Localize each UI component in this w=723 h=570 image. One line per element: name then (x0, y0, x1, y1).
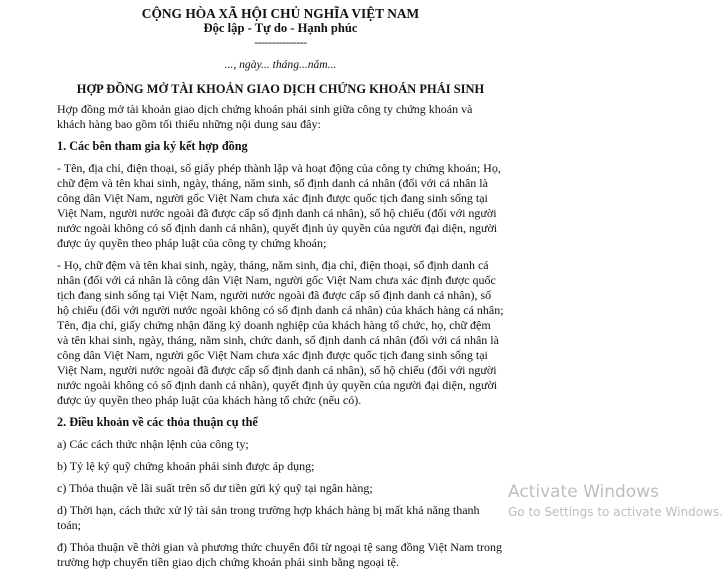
clause-c: c) Thỏa thuận về lãi suất trên số dư tiền gửi ký quỹ tại ngân hàng; (57, 481, 373, 495)
date-line: ..., ngày... tháng...năm... (224, 58, 337, 71)
activation-watermark-title: Activate Windows (508, 482, 659, 502)
section-1-paragraph-2: - Họ, chữ đệm và tên khai sinh, ngày, tháng, năm sinh, địa chỉ, điện thoại, số định danh cá nhân (đối với cá nhân là công dân Việt Nam, người gốc Việt Nam chưa xác định được quốc tịch đang sinh sống tại Việt Nam, người nước ngoài đã được cấp số định danh cá nhân), số hộ chiếu (đối với người nước ngoài không có số định danh cá nhân) của khách hàng cá nhân; Tên, địa chỉ, giấy chứng nhận đăng ký doanh nghiệp của khách hàng tổ chức, họ, chữ đệm và tên khai sinh, ngày, tháng, năm sinh, chức danh, số định danh cá nhân (đối với cá nhân là công dân Việt Nam, người gốc Việt Nam chưa xác định được quốc tịch đang sinh sống tại Việt Nam, người nước ngoài đã được cấp số định danh cá nhân), số hộ chiếu (đối với người nước ngoài không có số định danh cá nhân), quyết định ủy quyền của người đại diện, người được ủy quyền theo pháp luật của khách hàng tổ chức (nếu có). (57, 258, 504, 407)
clause-dd: đ) Thỏa thuận về thời gian và phương thức chuyển đổi từ ngoại tệ sang đồng Việt Nam trong trường hợp chuyển tiền giao dịch chứng khoán phái sinh bằng ngoại tệ. (57, 540, 502, 569)
activation-watermark-subtitle: Go to Settings to activate Windows. (508, 505, 723, 519)
document-title: HỢP ĐỒNG MỞ TÀI KHOẢN GIAO DỊCH CHỨNG KHOÁN PHÁI SINH (76, 82, 485, 96)
section-2-heading: 2. Điều khoản về các thỏa thuận cụ thể (57, 415, 258, 429)
header-divider: --------------- (254, 35, 307, 49)
intro-paragraph: Hợp đồng mở tài khoản giao dịch chứng khoán phái sinh giữa công ty chứng khoán và khách hàng bao gồm tối thiểu những nội dung sau đây: (57, 102, 473, 131)
clause-d: d) Thời hạn, cách thức xử lý tài sản trong trường hợp khách hàng bị mất khả năng thanh toán; (57, 503, 480, 532)
clause-a: a) Các cách thức nhận lệnh của công ty; (57, 437, 249, 451)
national-title: CỘNG HÒA XÃ HỘI CHỦ NGHĨA VIỆT NAM (141, 6, 420, 21)
national-motto: Độc lập - Tự do - Hạnh phúc (203, 21, 358, 35)
section-1-heading: 1. Các bên tham gia ký kết hợp đồng (57, 139, 248, 153)
section-1-paragraph-1: - Tên, địa chỉ, điện thoại, số giấy phép thành lập và hoạt động của công ty chứng khoán; Họ, chữ đệm và tên khai sinh, ngày, tháng, năm sinh, số định danh cá nhân (đối với cá nhân là công dân Việt Nam, người gốc Việt Nam chưa xác định được quốc tịch đang sinh sống tại Việt Nam, người nước ngoài đã được cấp số định danh cá nhân), số hộ chiếu (đối với người nước ngoài không có số định danh cá nhân), quyết định ủy quyền của người đại diện, người được ủy quyền theo pháp luật của công ty chứng khoán; (57, 161, 501, 250)
clause-b: b) Tỷ lệ ký quỹ chứng khoán phái sinh được áp dụng; (57, 459, 315, 473)
